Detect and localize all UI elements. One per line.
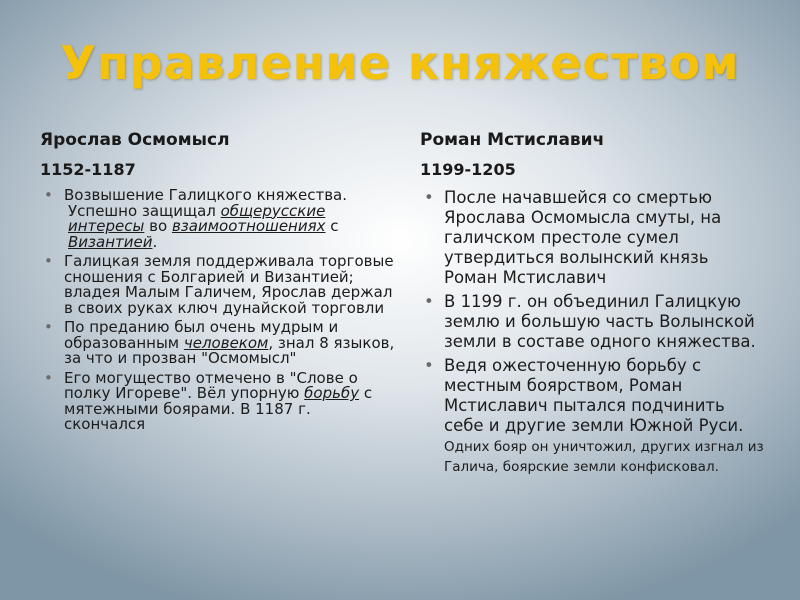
bullet-text: Галицкая земля поддерживала торговые сношения с Болгарией и Византией; владея Малым Галичем, Ярослав держал в своих руках ключ дунайской торговли <box>64 252 394 317</box>
bullet-text: , знал 8 языков, за что и прозван "Осмомысл" <box>64 333 395 367</box>
bullet-text: . <box>152 232 158 251</box>
left-column <box>40 130 395 437</box>
bullet-text: во <box>144 217 172 235</box>
bullet-continuation <box>64 201 395 251</box>
slide-title: Управление княжеством <box>60 36 740 90</box>
bullet-item <box>40 320 395 367</box>
bullet-item <box>40 368 395 433</box>
bullet-text: с <box>325 217 339 235</box>
right-column <box>420 130 765 480</box>
bullet-text: Его могущество отмечено в "Слове о полку Игореве". Вёл упорную <box>64 368 358 402</box>
emphasis-text: человеком <box>183 333 269 352</box>
ruler-name-yaroslav: Ярослав Осмомысл <box>40 130 230 150</box>
bullet-text: Успешно защищал <box>68 201 221 220</box>
bullet-item <box>40 254 395 316</box>
bullet-text: Ведя ожесточенную борьбу с местным боярством, Роман Мстиславич пытался подчинить себе и другие земли Южной Руси. <box>444 356 744 435</box>
bullet-item <box>40 188 395 250</box>
bullet-item <box>420 188 765 288</box>
yaroslav-bullet-list <box>40 188 395 433</box>
bullet-text: Возвышение Галицкого княжества. <box>64 186 348 204</box>
bullet-item <box>420 292 765 352</box>
bullet-text: По преданию был очень мудрым и образованным <box>64 318 339 352</box>
bullet-text: В 1199 г. он объединил Галицкую землю и большую часть Волынской земли в составе одного княжества. <box>444 292 756 351</box>
emphasis-text: общерусские интересы <box>68 201 326 235</box>
bullet-text: После начавшейся со смертью Ярослава Осмомысла смуты, на галичском престоле сумел утвердиться волынский князь Роман Мстиславич <box>444 188 722 287</box>
bullet-text: с мятежными боярами. В 1187 г. скончался <box>64 384 373 433</box>
bullet-small-text: Одних бояр он уничтожил, других изгнал из Галича, боярские земли конфисковал. <box>444 439 764 475</box>
ruler-name-roman: Роман Мстиславич <box>420 130 605 150</box>
emphasis-text: борьбу <box>304 384 360 402</box>
ruler-years-roman: 1199-1205 <box>420 160 516 179</box>
bullet-item <box>420 356 765 476</box>
emphasis-text: Византией <box>68 232 153 251</box>
emphasis-text: взаимоотношениях <box>171 217 326 235</box>
ruler-years-yaroslav: 1152-1187 <box>40 160 136 179</box>
roman-bullet-list <box>420 188 765 476</box>
